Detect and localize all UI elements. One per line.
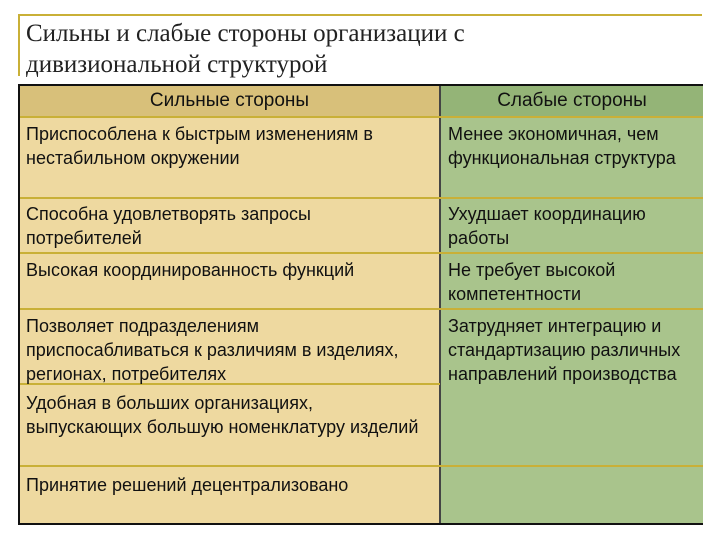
- strength-item: Принятие решений децентрализовано: [26, 475, 349, 495]
- strength-item: Позволяет подразделениям приспосабливаться к различиям в изделиях, регионах, потребителях: [26, 316, 399, 384]
- strength-item: Удобная в больших организациях, выпускающих большую номенклатуру изделий: [26, 393, 419, 437]
- row-divider: [20, 197, 703, 199]
- weakness-item: Менее экономичная, чем функциональная структура: [448, 124, 676, 168]
- strength-item: Способна удовлетворять запросы потребителей: [26, 204, 311, 248]
- header-divider: [20, 116, 703, 118]
- title-frame-top: [18, 14, 702, 16]
- weakness-item: Ухудшает координацию работы: [448, 204, 646, 248]
- strength-item: Высокая координированность функций: [26, 260, 355, 280]
- row-divider: [20, 465, 703, 467]
- title-frame-left: [18, 14, 20, 76]
- weakness-item: Затрудняет интеграцию и стандартизацию различных направлений производства: [448, 316, 681, 384]
- row-divider: [20, 252, 703, 254]
- weaknesses-header: Слабые стороны: [497, 90, 647, 111]
- column-divider: [439, 86, 441, 523]
- slide-title: Сильны и слабые стороны организации с дивизиональной структурой: [26, 20, 465, 78]
- row-divider: [20, 308, 703, 310]
- strength-item: Приспособлена к быстрым изменениям в нестабильном окружении: [26, 124, 373, 168]
- comparison-table: [18, 84, 703, 525]
- weakness-item: Не требует высокой компетентности: [448, 260, 616, 304]
- strengths-header: Сильные стороны: [149, 90, 310, 111]
